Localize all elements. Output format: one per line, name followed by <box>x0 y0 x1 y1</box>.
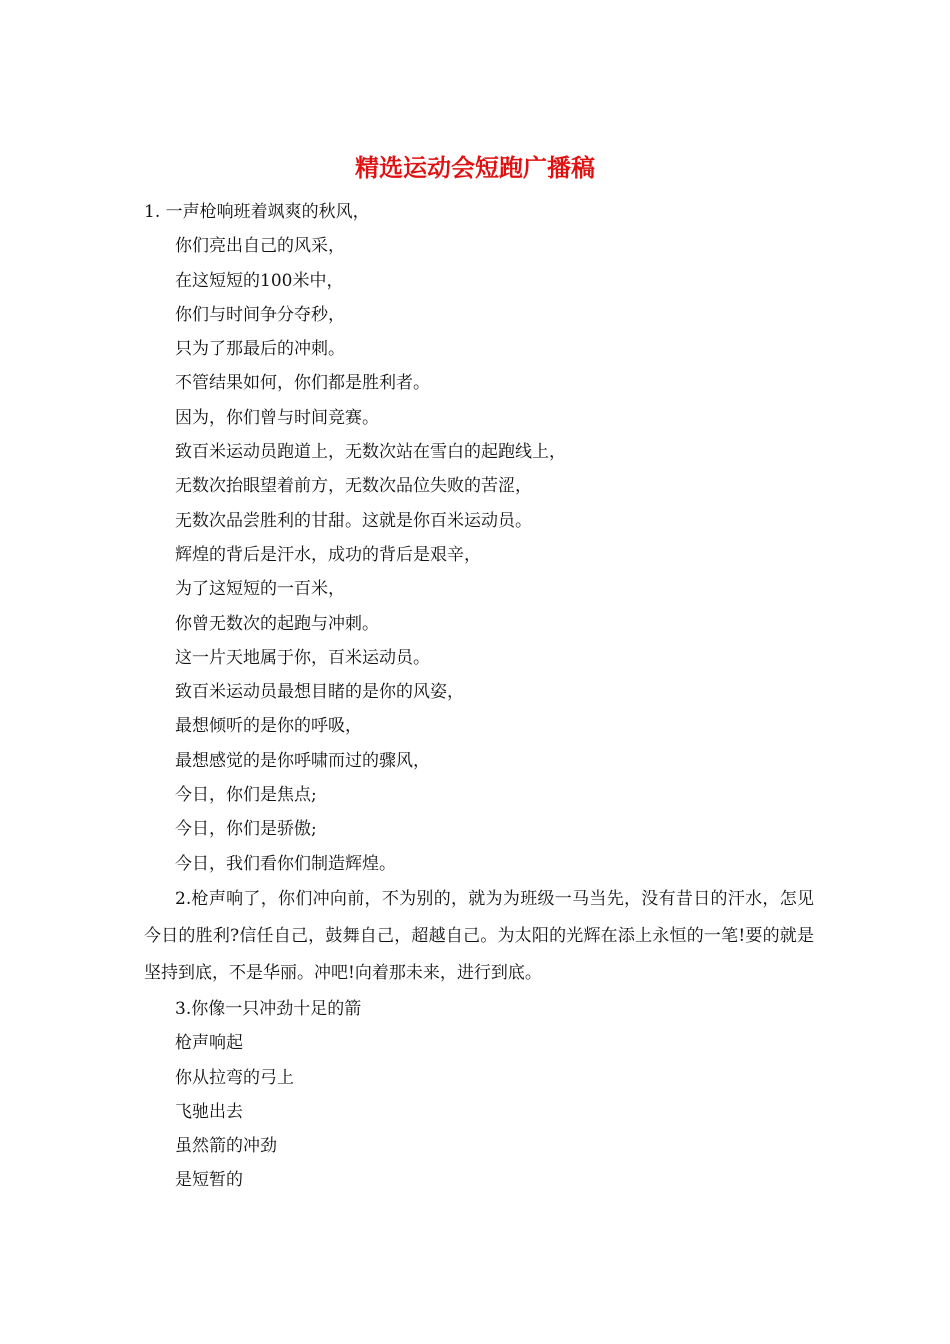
section-2-paragraph <box>144 881 814 992</box>
poem-line: 你曾无数次的起跑与冲刺。 <box>175 613 379 634</box>
poem-line: 为了这短短的一百米， <box>175 579 345 600</box>
poem-line: 今日，你们是焦点; <box>175 785 317 806</box>
document-title: 精选运动会短跑广播稿 <box>355 154 595 182</box>
poem-line: 不管结果如何，你们都是胜利者。 <box>175 373 430 394</box>
poem-line: 是短暂的 <box>175 1170 243 1191</box>
poem-line: 枪声响起 <box>175 1033 243 1054</box>
poem-line: 致百米运动员最想目睹的是你的风姿， <box>175 682 464 703</box>
poem-line: 你们与时间争分夺秒， <box>175 304 345 325</box>
poem-line: 飞驰出去 <box>175 1101 243 1122</box>
poem-line: 最想倾听的是你的呼吸， <box>175 716 362 737</box>
poem-line: 辉煌的背后是汗水，成功的背后是艰辛， <box>175 544 481 565</box>
poem-line: 因为，你们曾与时间竞赛。 <box>175 407 379 428</box>
poem-line: 无数次抬眼望着前方，无数次品位失败的苦涩， <box>175 476 532 497</box>
poem-line: 这一片天地属于你，百米运动员。 <box>175 647 430 668</box>
section-3-first-line: 3.你像一只冲劲十足的箭 <box>175 998 362 1019</box>
poem-line: 无数次品尝胜利的甘甜。这就是你百米运动员。 <box>175 510 532 531</box>
section-1-first-line: 1. 一声枪响班着飒爽的秋风， <box>144 202 370 222</box>
poem-line: 你们亮出自己的风采， <box>175 236 345 257</box>
poem-line: 你从拉弯的弓上 <box>175 1067 294 1088</box>
section-2-text: 2.枪声响了，你们冲向前，不为别的，就为为班级一马当先，没有昔日的汗水，怎见今日的胜利?信任自己，鼓舞自己，超越自己。为太阳的光辉在添上永恒的一笔!要的就是坚持到底，不是华丽。冲吧!向着那未来，进行到底。 <box>144 888 814 983</box>
document-body <box>144 195 814 1198</box>
poem-line: 在这短短的100米中， <box>175 270 344 291</box>
poem-line: 只为了那最后的冲刺。 <box>175 339 345 360</box>
poem-line: 今日，我们看你们制造辉煌。 <box>175 853 396 874</box>
poem-line: 致百米运动员跑道上，无数次站在雪白的起跑线上， <box>175 442 566 463</box>
poem-line: 今日，你们是骄傲; <box>175 819 317 840</box>
poem-line: 虽然箭的冲劲 <box>175 1136 277 1157</box>
poem-line: 最想感觉的是你呼啸而过的骤风， <box>175 750 430 771</box>
